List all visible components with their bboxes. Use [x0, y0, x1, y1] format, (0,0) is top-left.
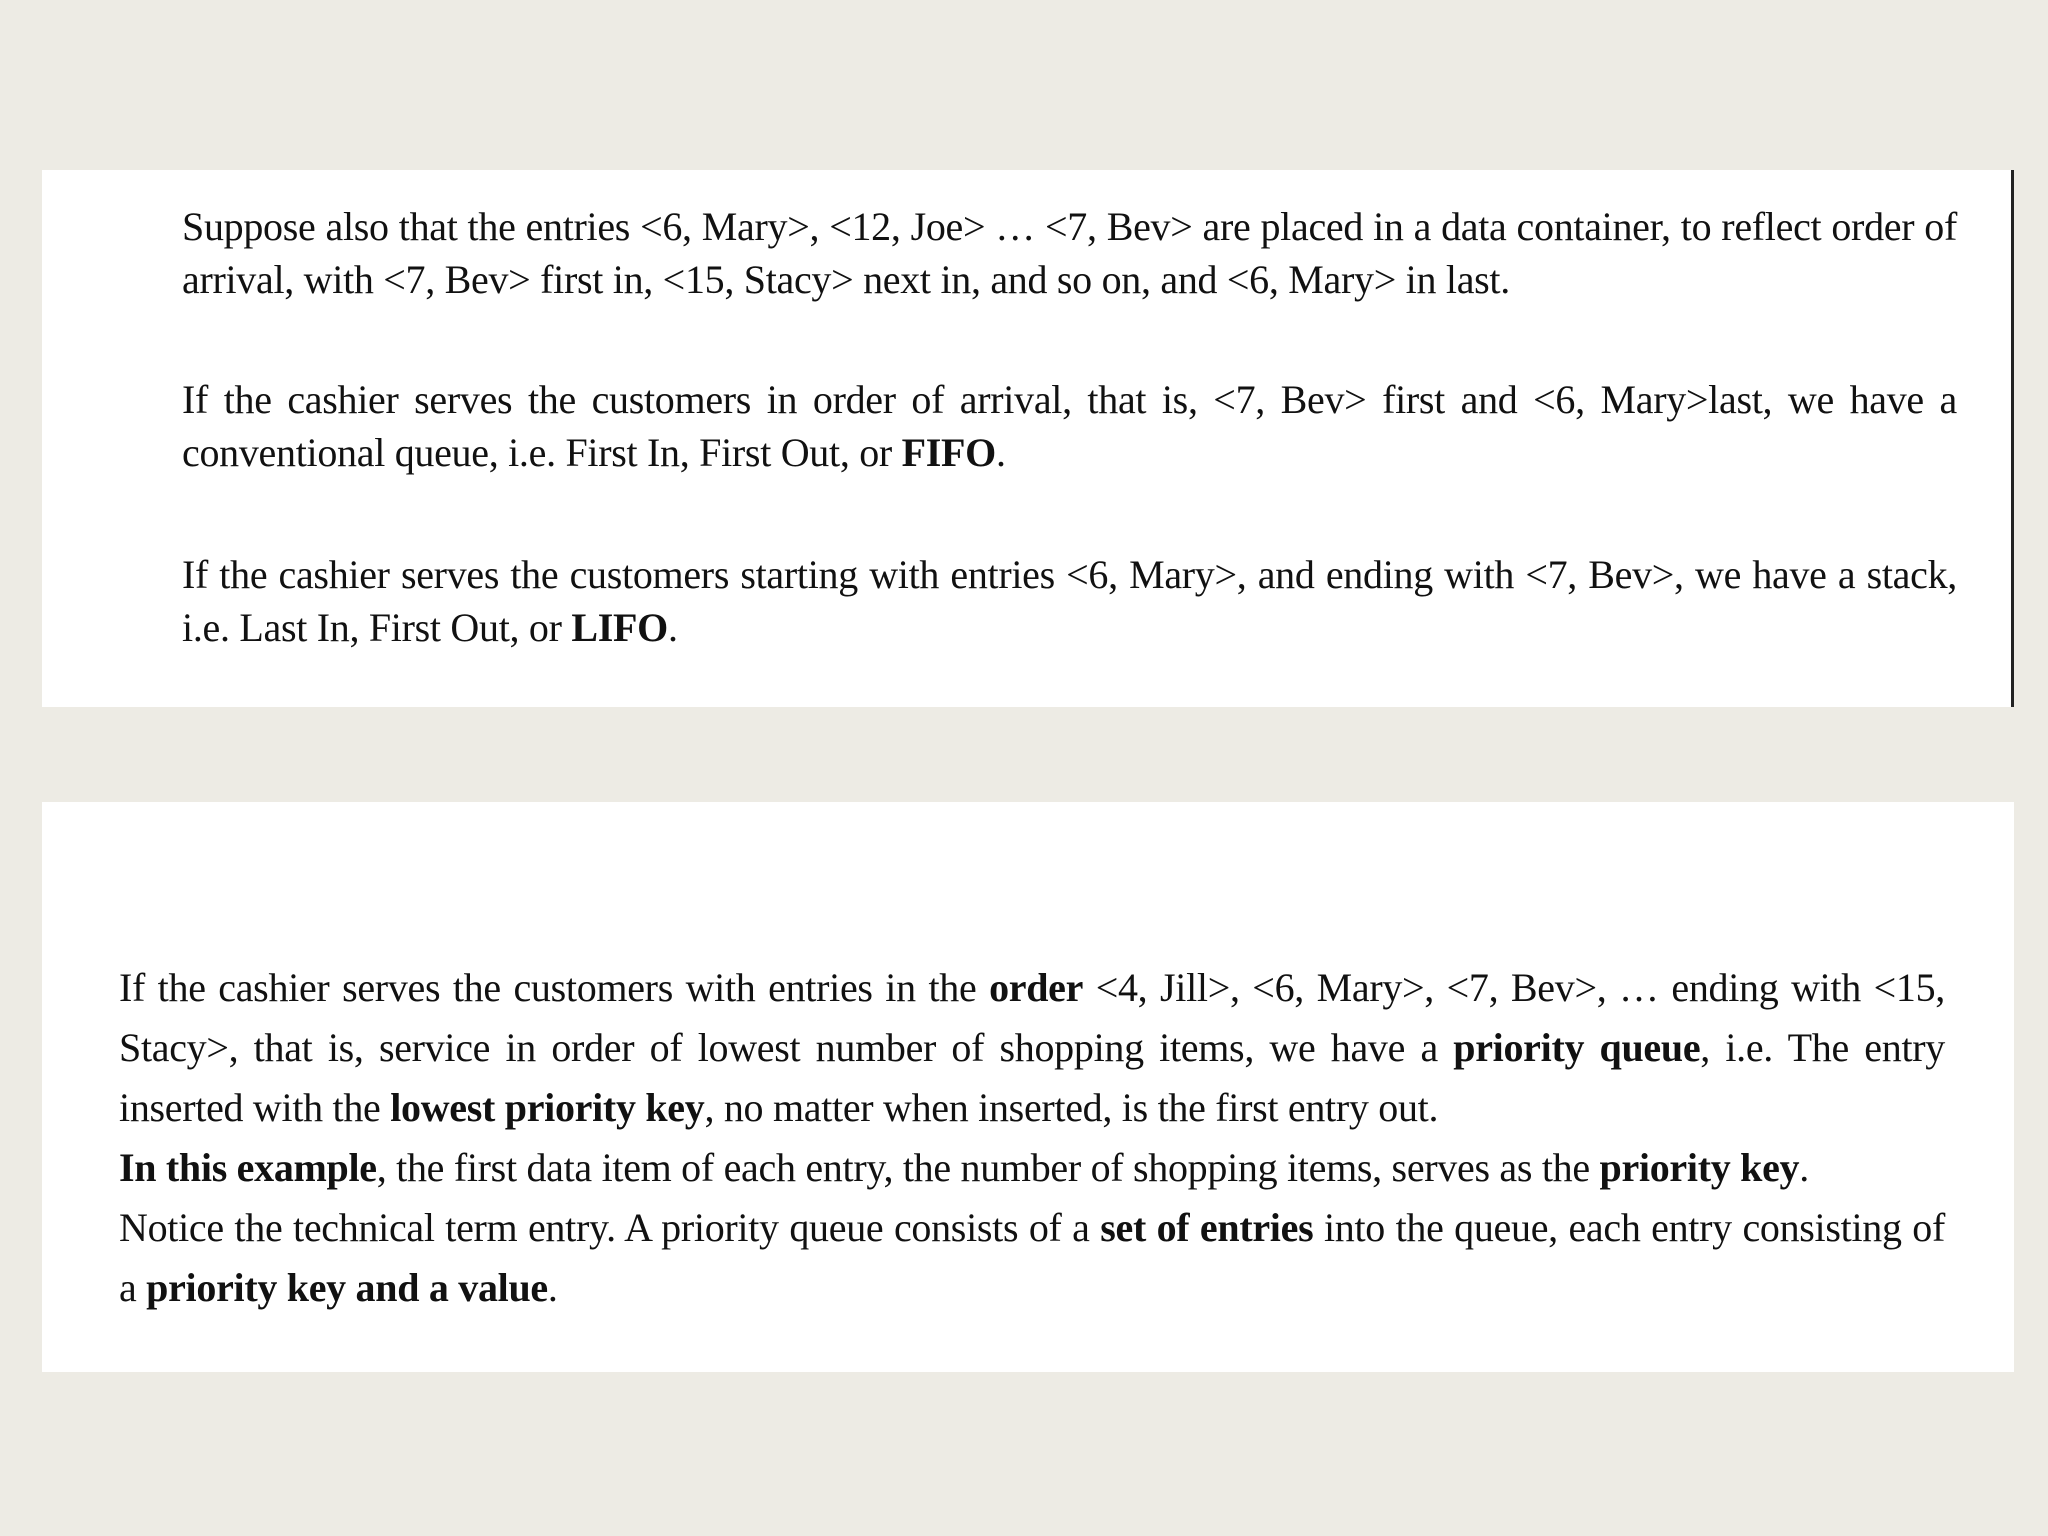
paragraph-arrival-order: [182, 200, 1957, 306]
text-span: .: [547, 1265, 558, 1310]
text-span: , the first data item of each entry, the number of shopping items, serves as the: [376, 1145, 1600, 1190]
text-span: Notice the technical term entry. A priority queue consists of a: [119, 1205, 1101, 1250]
top-text-panel: [42, 170, 2014, 707]
paragraph-entry-definition: [119, 1198, 1945, 1318]
text-span: If the cashier serves the customers in order of arrival, that is, <7, Bev> first and <6, Mary>last, we have a conventional queue, i.e. First In, First Out, or: [182, 377, 1957, 475]
text-span: If the cashier serves the customers starting with entries <6, Mary>, and ending with <7, Bev>, we have a stack, i.e. Last In, First Out, or: [182, 552, 1957, 650]
bold-term-lifo: LIFO: [571, 605, 668, 650]
bold-term-lowest-priority-key: lowest priority key: [390, 1085, 705, 1130]
bottom-text-panel: [42, 802, 2014, 1372]
paragraph-priority-queue: [119, 958, 1945, 1138]
text-span: Suppose also that the entries <6, Mary>, <12, Joe> … <7, Bev> are placed in a data container, to reflect order of arrival, with <7, Bev> first in, <15, Stacy> next in, and so on, and <6, Mary> in last.: [182, 204, 1957, 302]
paragraph-lifo: [182, 548, 1957, 654]
bold-term-fifo: FIFO: [901, 430, 996, 475]
bold-term-order: order: [989, 965, 1084, 1010]
bold-term-priority-key-and-value: priority key and a value: [146, 1265, 548, 1310]
text-span: .: [1799, 1145, 1809, 1190]
bold-term-priority-key: priority key: [1599, 1145, 1800, 1190]
paragraph-example: [119, 1138, 1945, 1198]
bold-term-set-of-entries: set of entries: [1100, 1205, 1314, 1250]
bold-term-priority-queue: priority queue: [1453, 1025, 1701, 1070]
text-span: If the cashier serves the customers with entries in the: [119, 965, 990, 1010]
text-span: into the queue, each entry consisting of a: [119, 1205, 1945, 1310]
text-span: , i.e. The entry inserted with the: [119, 1025, 1945, 1130]
text-span: <4, Jill>, <6, Mary>, <7, Bev>, … ending with <15, Stacy>, that is, service in order of lowest number of shopping items, we have a: [119, 965, 1946, 1070]
paragraph-fifo: [182, 373, 1957, 479]
text-span: .: [996, 430, 1006, 475]
text-span: , no matter when inserted, is the first entry out.: [704, 1085, 1439, 1130]
text-span: .: [667, 605, 678, 650]
bold-term-in-this-example: In this example: [119, 1145, 377, 1190]
